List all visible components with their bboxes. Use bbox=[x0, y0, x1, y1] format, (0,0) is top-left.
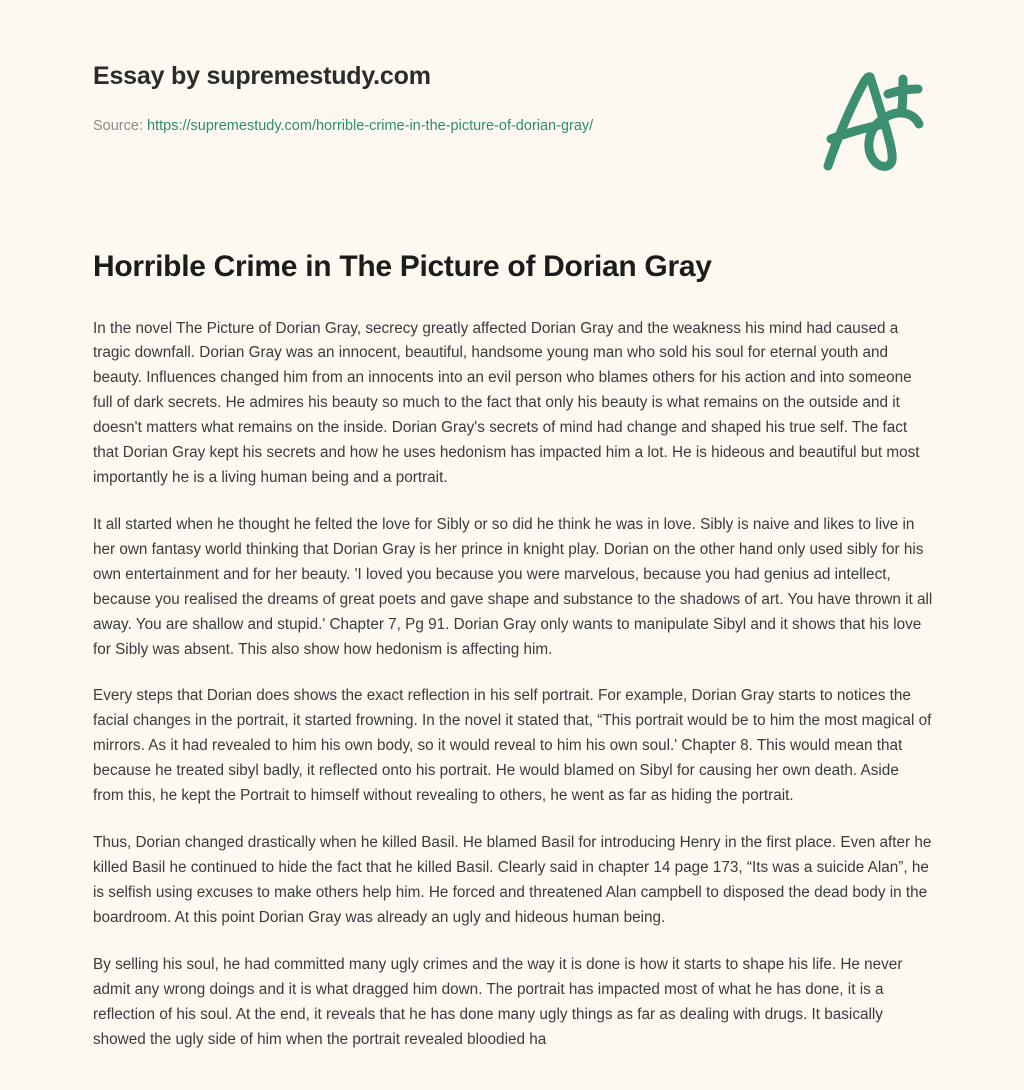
byline: Essay by supremestudy.com bbox=[93, 62, 431, 90]
source-row bbox=[93, 119, 593, 134]
article-body bbox=[93, 317, 933, 1053]
paragraph: By selling his soul, he had committed many ugly crimes and the way it is done is how it starts to shape his life. He never admit any wrong doings and it is what dragged him down. The portrait has impacted most of what he has done, it is a reflection of his soul. At the end, it reveals that he has done many ugly things as far as dealing with drugs. It basically showed the ugly side of him when the portrait revealed bloodied ha bbox=[93, 955, 903, 1048]
paragraph: Every steps that Dorian does shows the exact reflection in his self portrait. For example, Dorian Gray starts to notices the facial changes in the portrait, it started frowning. In the novel it stated that, “This portrait would be to him the most magical of mirrors. As it had revealed to him his own body, so it would reveal to him his own soul.' Chapter 8. This would mean that because he treated sibyl badly, it reflected onto his portrait. He would blamed on Sibyl for causing her own death. Aside from this, he kept the Portrait to himself without revealing to others, he went as far as hiding the portrait. bbox=[93, 687, 932, 805]
a-plus-logo-icon bbox=[806, 62, 936, 174]
page-header bbox=[0, 0, 1024, 185]
paragraph: Thus, Dorian changed drastically when he killed Basil. He blamed Basil for introducing Henry in the first place. Even after he killed Basil he continued to hide the fact that he killed Basil. Clearly said in chapter 14 page 173, “Its was a suicide Alan”, he is selfish using excuses to make others help him. He forced and threatened Alan campbell to disposed the dead body in the boardroom. At this point Dorian Gray was already an ugly and hideous human being. bbox=[93, 834, 932, 926]
source-link[interactable]: https://supremestudy.com/horrible-crime-in-the-picture-of-dorian-gray/ bbox=[147, 118, 594, 134]
paragraph: It all started when he thought he felted the love for Sibly or so did he think he was in love. Sibly is naive and likes to live in her own fantasy world thinking that Dorian Gray is her prince in knight play. Dorian on the other hand only used sibly for his own entertainment and for her beauty. 'I loved you because you were marvelous, because you had genius ad intellect, because you realised the dreams of great poets and gave shape and substance to the shadows of art. You have thrown it all away. You are shallow and stupid.' Chapter 7, Pg 91. Dorian Gray only wants to manipulate Sibyl and it shows that his love for Sibly was absent. This also show how hedonism is affecting him. bbox=[93, 515, 933, 658]
paragraph: In the novel The Picture of Dorian Gray, secrecy greatly affected Dorian Gray and the weakness his mind had caused a tragic downfall. Dorian Gray was an innocent, beautiful, handsome young man who sold his soul for eternal youth and beauty. Influences changed him from an innocents into an evil person who blames others for his action and into someone full of dark secrets. He admires his beauty so much to the fact that only his beauty is what remains on the outside and it doesn't matters what remains on the inside. Dorian Gray's secrets of mind had change and shaped his true self. The fact that Dorian Gray kept his secrets and how he uses hedonism has impacted him a lot. He is hideous and beautiful but most importantly he is a living human being and a portrait. bbox=[93, 319, 920, 487]
article bbox=[93, 248, 933, 1052]
page-title: Horrible Crime in The Picture of Dorian Gray bbox=[93, 250, 712, 283]
source-label: Source: bbox=[93, 118, 143, 134]
